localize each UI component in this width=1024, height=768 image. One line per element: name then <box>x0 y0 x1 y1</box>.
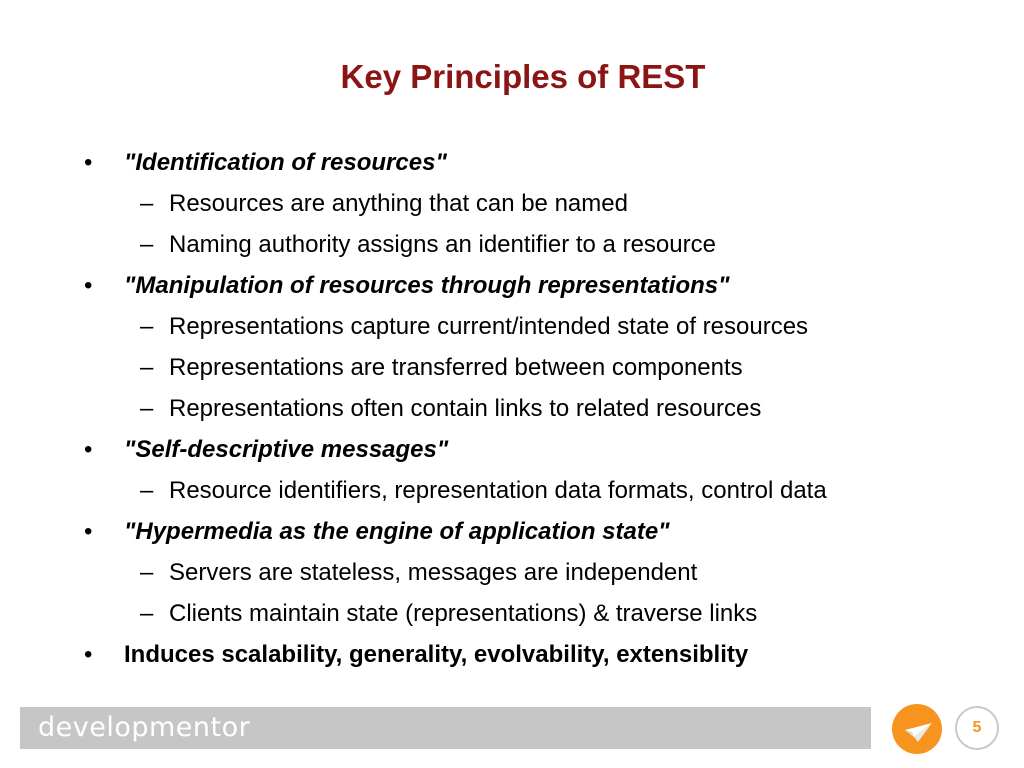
bullet-text: "Identification of resources" <box>124 149 447 176</box>
brand-name: developmentor <box>38 712 251 743</box>
bullet-item <box>84 142 447 183</box>
page-number: 5 <box>955 706 999 750</box>
bullet-text: Representations are transferred between components <box>169 354 743 381</box>
bullet-text: Naming authority assigns an identifier to a resource <box>169 231 716 258</box>
bullet-text: Representations capture current/intended state of resources <box>169 313 809 340</box>
bullet-text: Representations often contain links to related resources <box>169 395 762 422</box>
sub-bullet-item <box>140 183 628 224</box>
dash-marker: – <box>140 600 154 627</box>
bullet-text: Servers are stateless, messages are independent <box>169 559 698 586</box>
bullet-item <box>84 634 748 675</box>
sub-bullet-item <box>140 388 761 429</box>
bullet-item <box>84 429 448 470</box>
bullet-text: "Hypermedia as the engine of application state" <box>124 518 670 545</box>
bullet-text: Induces scalability, generality, evolvability, extensiblity <box>124 641 749 668</box>
bullet-item <box>84 511 670 552</box>
bullet-marker: • <box>84 518 93 545</box>
sub-bullet-item <box>140 470 827 511</box>
sub-bullet-item <box>140 347 743 388</box>
bullet-marker: • <box>84 641 93 668</box>
dash-marker: – <box>140 313 154 340</box>
bullet-item <box>84 265 730 306</box>
bullet-text: Clients maintain state (representations) & traverse links <box>169 600 758 627</box>
bullet-text: Resources are anything that can be named <box>169 190 628 217</box>
dash-marker: – <box>140 559 154 586</box>
sub-bullet-item <box>140 552 697 593</box>
dash-marker: – <box>140 190 154 217</box>
dash-marker: – <box>140 477 154 504</box>
bullet-marker: • <box>84 272 93 299</box>
bullet-text: "Self-descriptive messages" <box>124 436 449 463</box>
dash-marker: – <box>140 354 154 381</box>
sub-bullet-item <box>140 593 757 634</box>
bullet-marker: • <box>84 149 93 176</box>
paper-plane-icon <box>892 704 942 754</box>
sub-bullet-item <box>140 224 716 265</box>
dash-marker: – <box>140 395 154 422</box>
dash-marker: – <box>140 231 154 258</box>
sub-bullet-item <box>140 306 808 347</box>
bullet-text: "Manipulation of resources through representations" <box>124 272 730 299</box>
bullet-marker: • <box>84 436 93 463</box>
bullet-text: Resource identifiers, representation data formats, control data <box>169 477 827 504</box>
slide-title: Key Principles of REST <box>340 58 706 95</box>
